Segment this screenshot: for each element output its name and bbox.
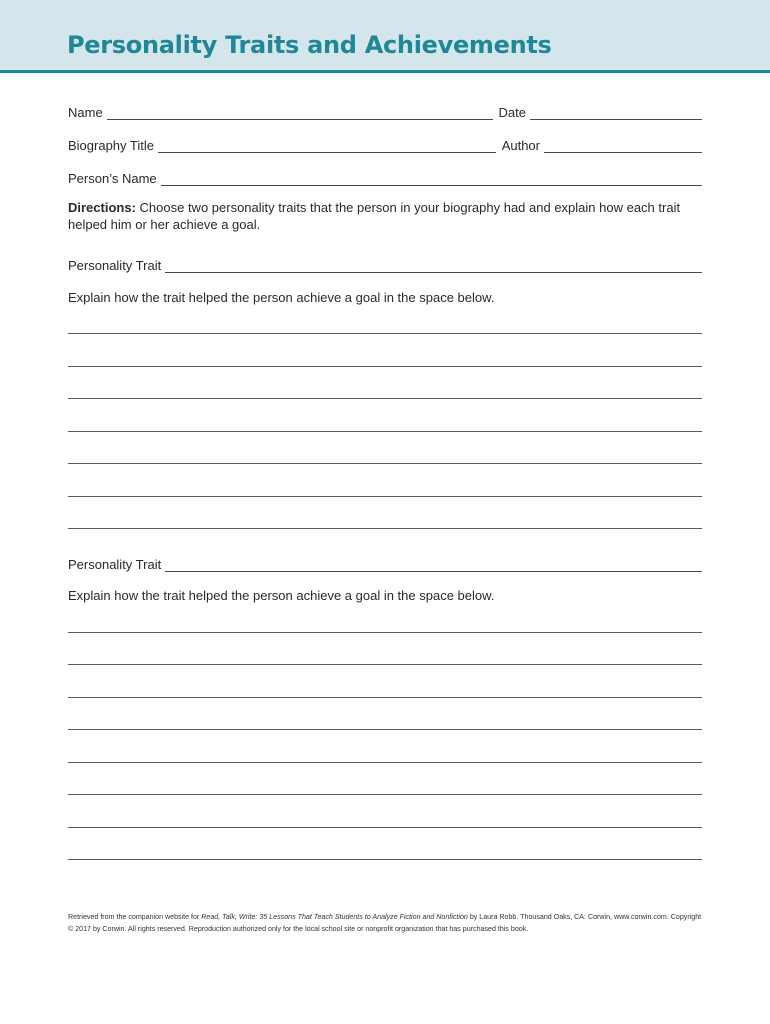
name-field[interactable]: [107, 106, 493, 120]
biography-title-field[interactable]: [158, 139, 496, 153]
trait-field-2[interactable]: [165, 558, 702, 572]
writing-line[interactable]: [68, 794, 702, 795]
trait-row-1: [68, 255, 702, 273]
persons-name-field[interactable]: [161, 172, 702, 186]
author-field[interactable]: [544, 139, 702, 153]
date-label: Date: [498, 105, 526, 120]
writing-line[interactable]: [68, 859, 702, 860]
page-title: Personality Traits and Achievements: [67, 31, 552, 59]
writing-line[interactable]: [68, 729, 702, 730]
biography-author-row: [68, 135, 702, 153]
date-field[interactable]: [530, 106, 702, 120]
footer-citation: [68, 911, 708, 935]
writing-line[interactable]: [68, 366, 702, 367]
writing-line[interactable]: [68, 528, 702, 529]
explain-prompt-2: Explain how the trait helped the person achieve a goal in the space below.: [68, 588, 495, 603]
writing-line[interactable]: [68, 398, 702, 399]
writing-line[interactable]: [68, 664, 702, 665]
writing-line[interactable]: [68, 827, 702, 828]
writing-line[interactable]: [68, 632, 702, 633]
trait-field-1[interactable]: [165, 259, 702, 273]
header-rule: [0, 70, 770, 73]
writing-line[interactable]: [68, 333, 702, 334]
trait-label-1: Personality Trait: [68, 258, 162, 273]
directions: [68, 199, 708, 233]
biography-title-label: Biography Title: [68, 138, 154, 153]
trait-row-2: [68, 554, 702, 572]
footer-prefix: Retrieved from the companion website for: [68, 913, 202, 921]
footer-book-title: Read, Talk, Write: 35 Lessons That Teach Students to Analyze Fiction and Nonfiction: [201, 913, 468, 921]
writing-line[interactable]: [68, 697, 702, 698]
writing-line[interactable]: [68, 496, 702, 497]
name-label: Name: [68, 105, 103, 120]
explain-prompt-1: Explain how the trait helped the person achieve a goal in the space below.: [68, 290, 495, 305]
trait-label-2: Personality Trait: [68, 557, 162, 572]
directions-label: Directions:: [68, 200, 136, 215]
writing-line[interactable]: [68, 762, 702, 763]
footer-rest: by Laura Robb. Thousand Oaks, CA: Corwin, www.corwin.com. Copyright © 2017 by Corwin. All rights reserved. Reproduction authorized only for the local school site or nonprofit organization that has purchased this book.: [68, 913, 702, 933]
persons-name-row: [68, 168, 702, 186]
author-label: Author: [501, 138, 540, 153]
directions-text: Choose two personality traits that the person in your biography had and explain how each trait helped him or her achieve a goal.: [68, 200, 681, 232]
writing-line[interactable]: [68, 431, 702, 432]
name-date-row: [68, 102, 702, 120]
writing-line[interactable]: [68, 463, 702, 464]
persons-name-label: Person’s Name: [68, 171, 157, 186]
